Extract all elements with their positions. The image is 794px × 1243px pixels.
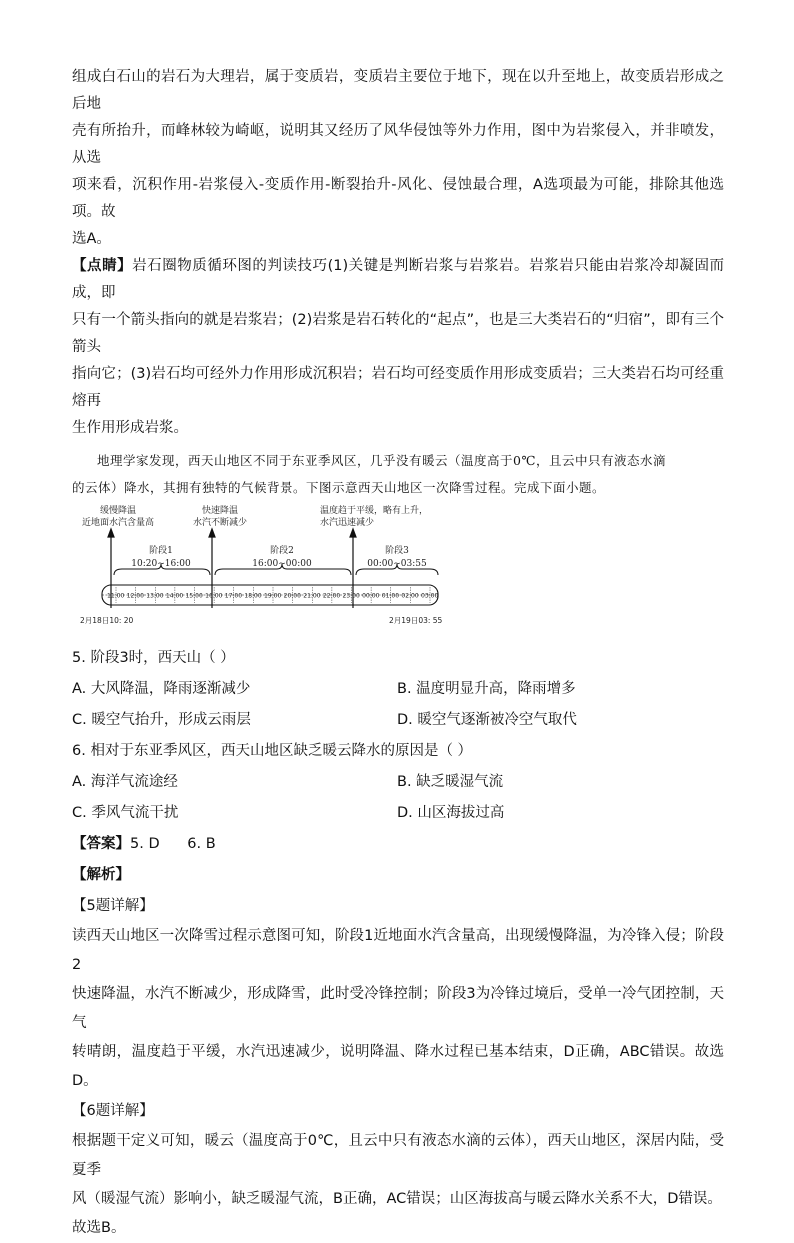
tick-label: 03:00	[421, 592, 439, 600]
tick-label: 17:00	[224, 592, 243, 600]
detail-tag: 【6题详解】	[72, 1103, 154, 1119]
detail-tag: 【5题详解】	[72, 898, 154, 914]
tick-label: 21:00	[303, 592, 321, 600]
option-c[interactable]: C. 季风气流干扰	[72, 805, 179, 821]
option-a[interactable]: A. 海洋气流途经	[72, 774, 178, 790]
tick-label: 19:00	[264, 592, 282, 600]
tick-label: 20:00	[283, 592, 301, 600]
answer-tag: 【答案】	[72, 836, 130, 852]
option-d[interactable]: D. 山区海拔过高	[397, 805, 505, 821]
stage3-name: 阶段3	[385, 546, 409, 556]
question-6	[72, 736, 724, 829]
tick-label: 22:00	[322, 592, 341, 600]
stage1-name: 阶段1	[149, 546, 173, 556]
tick-label: 00:00	[362, 592, 380, 600]
tick-label: 02:00	[401, 592, 419, 600]
snowfall-process-diagram	[72, 503, 724, 643]
timeline-svg	[72, 503, 452, 643]
stage2-name: 阶段2	[270, 546, 294, 556]
arrow-head	[209, 529, 215, 537]
tick-label: 13:00	[146, 592, 164, 600]
tip-text: 岩石圈物质循环图的判读技巧(1)关键是判断岩浆与岩浆岩。岩浆岩只能由岩浆冷却凝固而成，即	[72, 258, 724, 301]
text-line: 生作用形成岩浆。	[72, 420, 188, 436]
text-line: 快速降温，水汽不断减少，形成降雪，此时受冷锋控制；阶段3为冷锋过境后，受单一冷气团控制，天气	[72, 986, 724, 1031]
question-stem: 5. 阶段3时，西天山（ ）	[72, 650, 235, 666]
tick-label: 15:00	[185, 592, 203, 600]
answer-value: 5. D 6. B	[130, 836, 216, 852]
text-line: 风（暖湿气流）影响小，缺乏暖湿气流，B正确，AC错误；山区海拔高与暖云降水关系不大，D错误。	[72, 1191, 722, 1207]
stage1-top-label-1: 缓慢降温	[99, 506, 137, 516]
tip-section	[72, 253, 724, 442]
previous-explanation	[72, 64, 724, 253]
tick-label: 14:00	[165, 592, 184, 600]
text-line: 只有一个箭头指向的就是岩浆岩；(2)岩浆是岩石转化的“起点”，也是三大类岩石的“归宿”，即有三个箭头	[72, 312, 724, 355]
text-line: 故选B。	[72, 1220, 126, 1236]
start-timestamp: 2月18日10: 20	[80, 616, 134, 625]
arrow-head	[108, 529, 114, 537]
tick-label: 23:00	[342, 592, 360, 600]
option-d[interactable]: D. 暖空气逐渐被冷空气取代	[397, 712, 577, 728]
intro-line: 的云体）降水，其拥有独特的气候背景。下图示意西天山地区一次降雪过程。完成下面小题。	[72, 480, 606, 495]
tick-label: 11:00	[107, 592, 125, 600]
stage3-top-label-1: 温度趋于平缓，略有上升，	[320, 506, 429, 516]
tick-label: 01:00	[381, 592, 400, 600]
end-timestamp: 2月19日03: 55	[389, 616, 443, 625]
option-a[interactable]: A. 大风降温，降雨逐渐减少	[72, 681, 251, 697]
timeline-ticks	[107, 587, 438, 603]
detail-q5	[72, 891, 724, 1096]
arrow-head	[350, 529, 356, 537]
stage1-top-label-2: 近地面水汽含量高	[81, 518, 155, 528]
option-b[interactable]: B. 温度明显升高，降雨增多	[397, 681, 576, 697]
tip-tag: 【点睛】	[72, 258, 133, 274]
text-line: 组成白石山的岩石为大理岩，属于变质岩，变质岩主要位于地下，现在以升至地上，故变质岩形成之后地	[72, 69, 724, 112]
tick-label: 18:00	[244, 592, 262, 600]
detail-q6	[72, 1096, 724, 1243]
question-intro	[72, 447, 724, 501]
tick-label: 12:00	[126, 592, 144, 600]
option-b[interactable]: B. 缺乏暖湿气流	[397, 774, 504, 790]
text-line: 读西天山地区一次降雪过程示意图可知，阶段1近地面水汽含量高，出现缓慢降温，为冷锋入侵；阶段2	[72, 928, 724, 973]
text-line: 壳有所抬升，而峰林较为崎岖，说明其又经历了风华侵蚀等外力作用，图中为岩浆侵入，并非喷发，从选	[72, 123, 724, 166]
question-5	[72, 643, 724, 736]
option-c[interactable]: C. 暖空气抬升，形成云雨层	[72, 712, 251, 728]
option-row	[72, 705, 724, 736]
stage1-time: 10:20~16:00	[131, 559, 191, 569]
text-line: 选A。	[72, 231, 111, 247]
tick-label: 16:00	[205, 592, 223, 600]
stage2-top-label-1: 快速降温	[201, 506, 239, 516]
question-stem: 6. 相对于东亚季风区，西天山地区缺乏暖云降水的原因是（ ）	[72, 743, 473, 759]
stage3-top-label-2: 水汽迅速减少	[320, 518, 375, 528]
analysis-tag: 【解析】	[72, 867, 130, 883]
intro-line: 地理学家发现，西天山地区不同于东亚季风区，几乎没有暖云（温度高于0℃，且云中只有液态水滴	[97, 453, 666, 468]
text-line: 指向它；(3)岩石均可经外力作用形成沉积岩；岩石均可经变质作用形成变质岩；三大类岩石均可经重熔再	[72, 366, 724, 409]
text-line: 转晴朗，温度趋于平缓，水汽迅速减少，说明降温、降水过程已基本结束，D正确，ABC错误。故选D。	[72, 1044, 724, 1089]
answer-line	[72, 829, 724, 860]
text-line	[72, 253, 724, 307]
stage2-top-label-2: 水汽不断减少	[192, 518, 248, 528]
option-row	[72, 798, 724, 829]
page-content	[72, 64, 724, 1243]
text-line: 根据题干定义可知，暖云（温度高于0℃，且云中只有液态水滴的云体），西天山地区，深居内陆，受夏季	[72, 1133, 724, 1178]
stage3-time: 00:00~03:55	[367, 559, 427, 569]
text-line: 项来看，沉积作用-岩浆侵入-变质作用-断裂抬升-风化、侵蚀最合理，A选项最为可能，排除其他选项。故	[72, 177, 724, 220]
option-row	[72, 674, 724, 705]
option-row	[72, 767, 724, 798]
stage2-time: 16:00~00:00	[252, 559, 312, 569]
